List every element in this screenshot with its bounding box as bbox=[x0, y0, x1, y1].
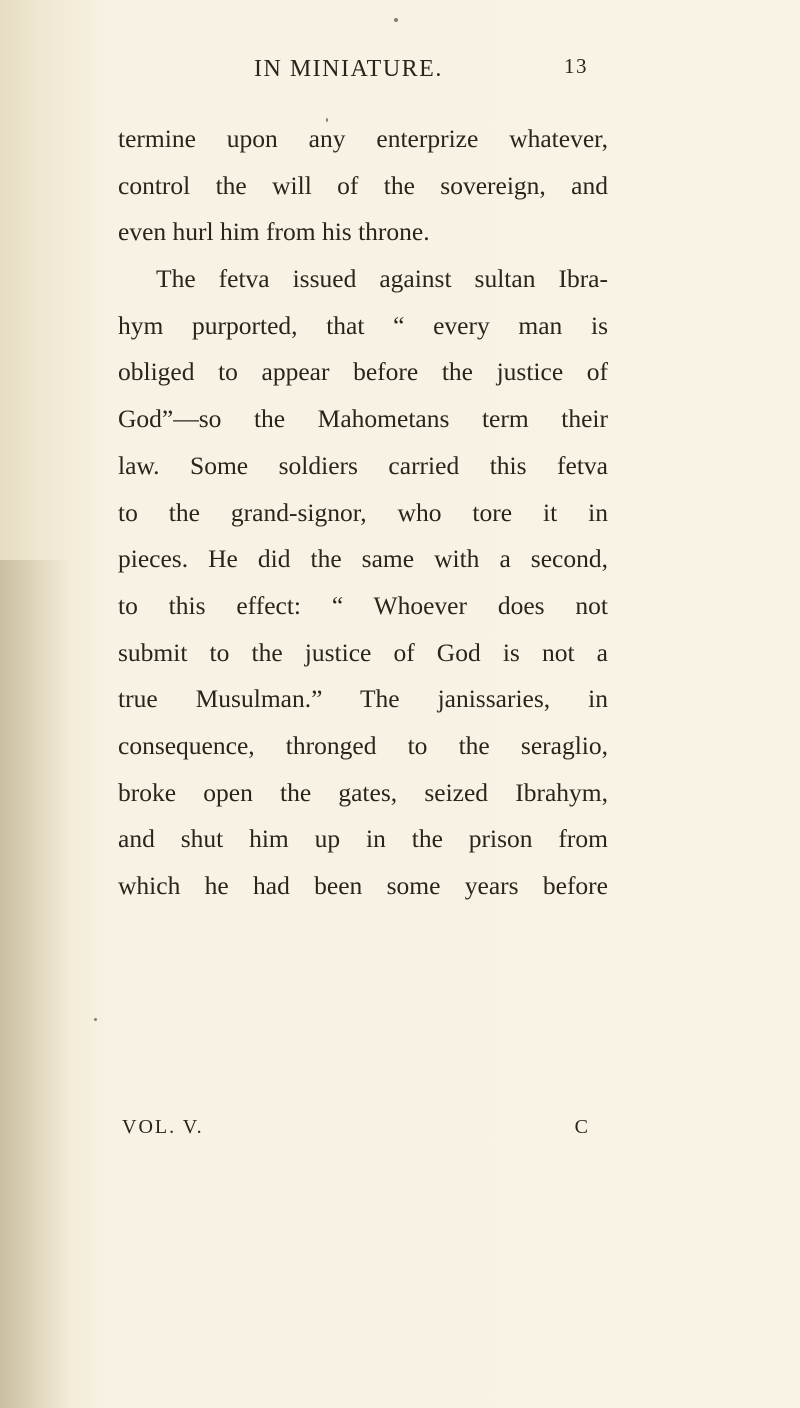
paper-speck bbox=[394, 18, 398, 22]
text-line: hym purported, that “ every man is bbox=[118, 310, 608, 340]
text-line: to the grand-signor, who tore it in bbox=[118, 497, 608, 527]
text-line: The fetva issued against sultan Ibra- bbox=[156, 264, 608, 294]
paper-speck bbox=[94, 1018, 97, 1021]
volume-label: VOL. V. bbox=[122, 1116, 204, 1138]
gutter-shadow bbox=[0, 560, 70, 1408]
text-line: submit to the justice of God is not a bbox=[118, 637, 608, 667]
text-line: control the will of the sovereign, and bbox=[118, 170, 608, 200]
signature-mark: C bbox=[574, 1116, 590, 1138]
running-head bbox=[118, 56, 588, 96]
text-line: consequence, thronged to the seraglio, bbox=[118, 730, 608, 760]
body-text bbox=[118, 116, 608, 910]
text-line: which he had been some years before bbox=[118, 871, 608, 900]
text-line: obliged to appear before the justice of bbox=[118, 357, 608, 387]
text-line: broke open the gates, seized Ibrahym, bbox=[118, 777, 608, 807]
running-head-title: IN MINIATURE. bbox=[254, 56, 443, 82]
text-line: law. Some soldiers carried this fetva bbox=[118, 450, 608, 480]
text-line: to this effect: “ Whoever does not bbox=[118, 590, 608, 620]
text-line: pieces. He did the same with a second, bbox=[118, 544, 608, 574]
text-line: true Musulman.” The janissaries, in bbox=[118, 684, 608, 714]
text-line: and shut him up in the prison from bbox=[118, 824, 608, 854]
page-number: 13 bbox=[564, 54, 588, 78]
text-line: even hurl him from his throne. bbox=[118, 217, 430, 247]
text-line: termine upon any enterprize whatever, bbox=[118, 124, 608, 153]
page-footer bbox=[118, 1116, 588, 1146]
text-line: God”—so the Mahometans term their bbox=[118, 404, 608, 434]
